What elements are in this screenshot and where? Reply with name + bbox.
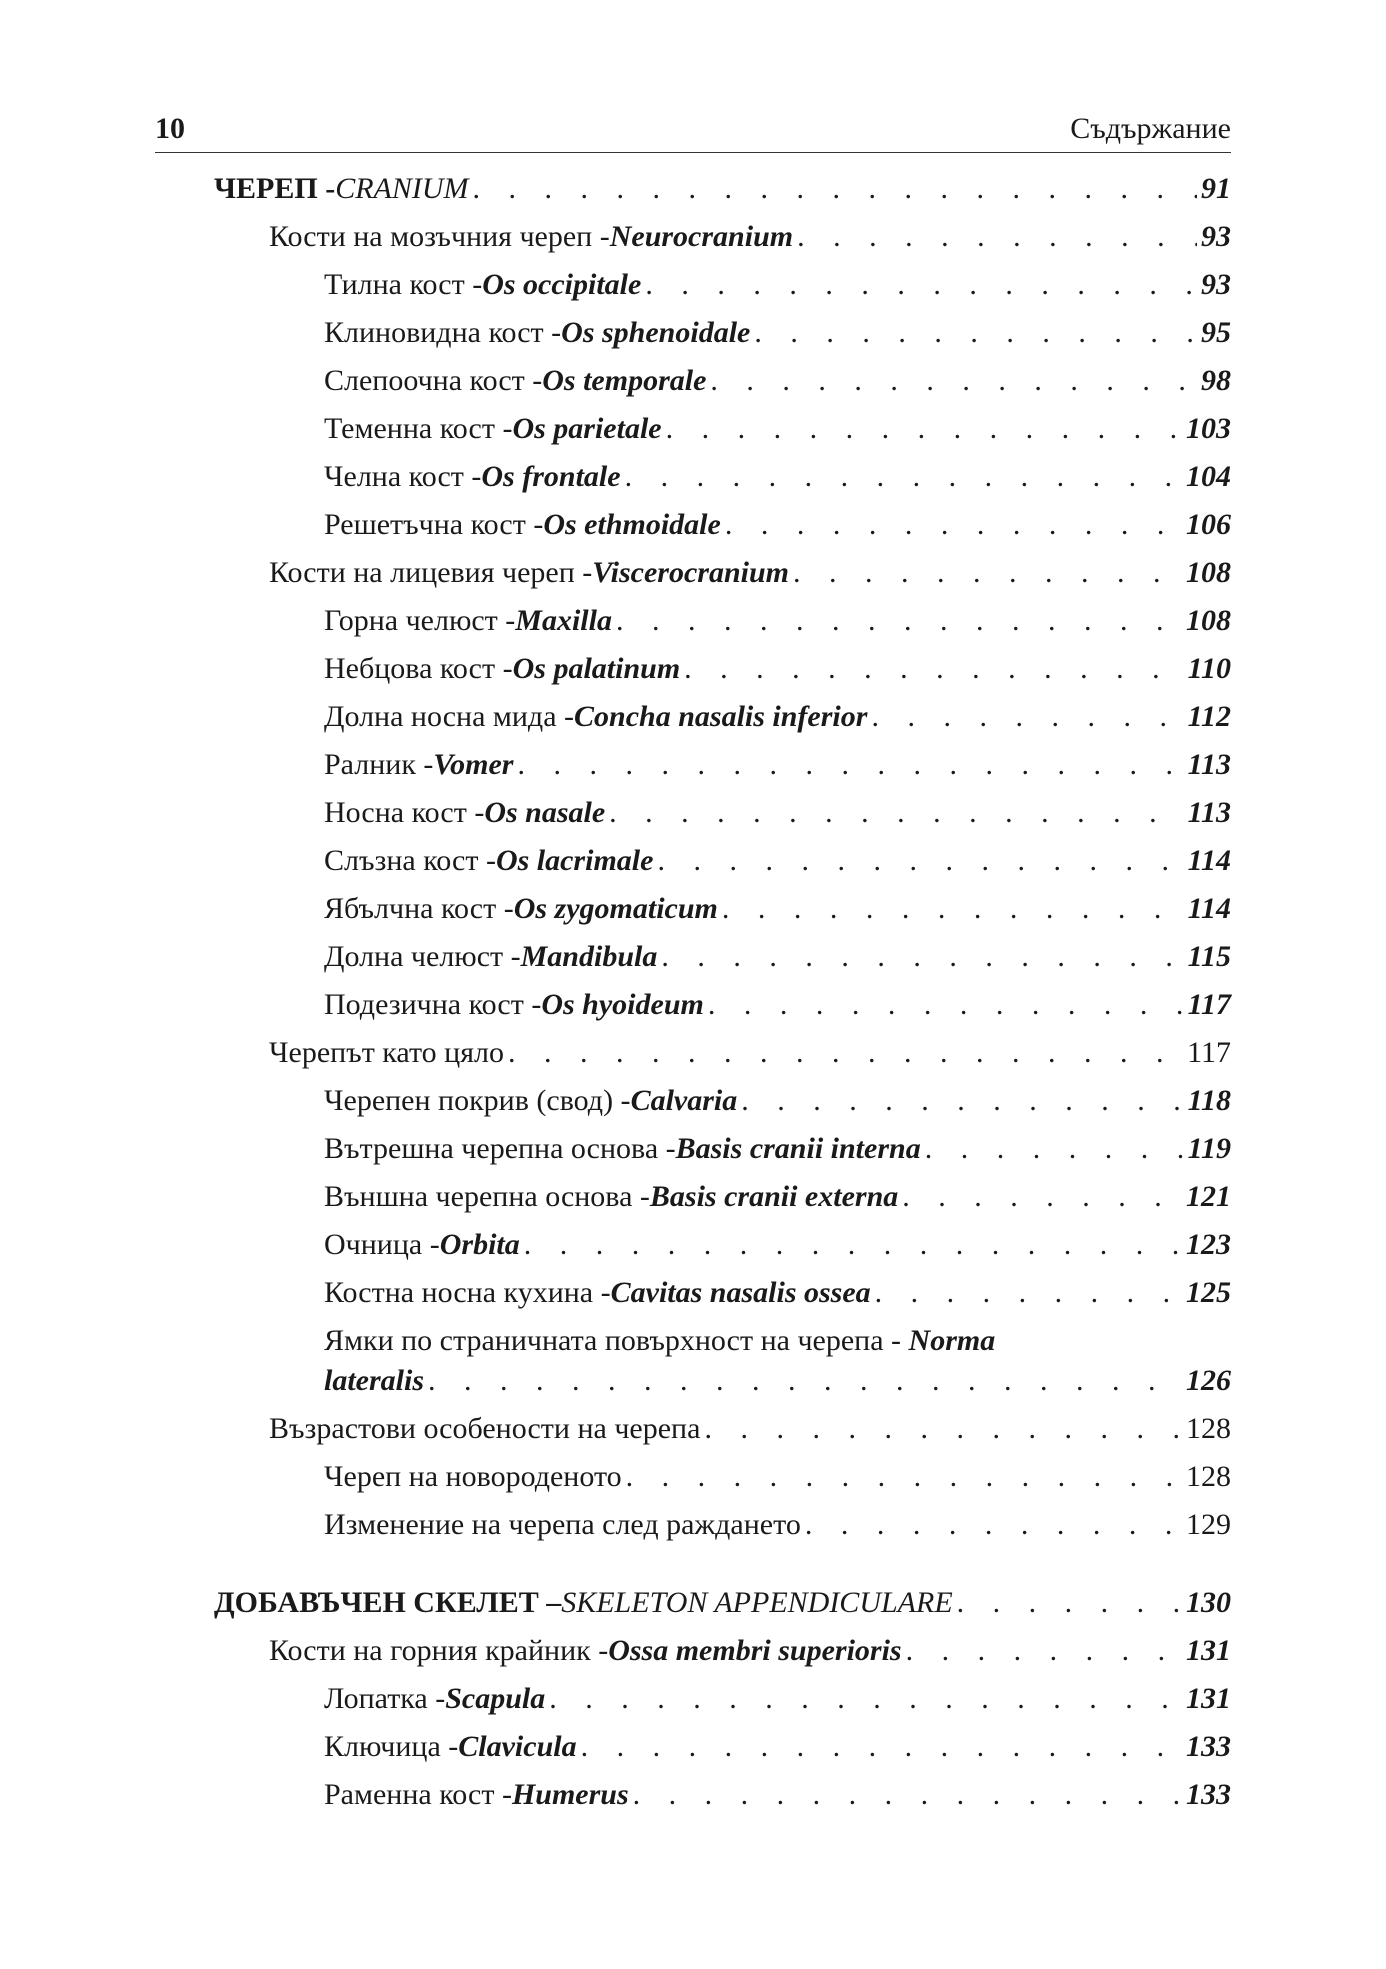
leader-dots xyxy=(708,988,1184,1022)
toc-entry-latin: Ossa membri superioris xyxy=(608,1634,902,1667)
leader-dots xyxy=(722,892,1184,926)
toc-entry-page: 93 xyxy=(1201,220,1231,253)
toc-entry-nasale[interactable] xyxy=(324,796,1231,836)
toc-entry-calvaria[interactable] xyxy=(324,1084,1231,1124)
leader-dots xyxy=(925,1132,1184,1166)
toc-entry-concha[interactable] xyxy=(324,700,1231,740)
toc-entry-page: 133 xyxy=(1186,1730,1231,1763)
toc-entry-scapula[interactable] xyxy=(324,1682,1231,1722)
toc-entry-latin: Os occipitale xyxy=(482,268,642,301)
toc-entry-occipitale[interactable] xyxy=(324,268,1231,308)
toc-entry-sphenoidale[interactable] xyxy=(324,316,1231,356)
toc-entry-lacrimale[interactable] xyxy=(324,844,1231,884)
toc-entry-page: 131 xyxy=(1186,1682,1231,1715)
toc-entry-page: 114 xyxy=(1187,844,1231,877)
leader-dots xyxy=(793,556,1182,590)
toc-entry-page: 91 xyxy=(1201,172,1231,205)
leader-dots xyxy=(616,604,1182,638)
leader-dots xyxy=(741,1084,1183,1118)
toc-entry-label: Долна челюст - xyxy=(324,940,521,973)
leader-dots xyxy=(626,1460,1182,1494)
toc-entry-page: 119 xyxy=(1187,1132,1231,1165)
toc-entry-norma-line1[interactable] xyxy=(324,1324,995,1358)
toc-entry-label: Вътрешна черепна основа - xyxy=(324,1132,676,1165)
leader-dots xyxy=(524,1228,1182,1262)
toc-entry-latin: Viscerocranium xyxy=(592,556,789,589)
toc-entry-latin: Os ethmoidale xyxy=(543,508,721,541)
toc-entry-page: 129 xyxy=(1186,1508,1231,1541)
toc-entry-cavitas[interactable] xyxy=(324,1276,1231,1316)
leader-dots xyxy=(549,1682,1182,1716)
toc-entry-latin: Os parietale xyxy=(512,412,662,445)
toc-entry-humerus[interactable] xyxy=(324,1778,1231,1818)
toc-entry-page: 113 xyxy=(1187,748,1231,781)
toc-entry-page: 108 xyxy=(1186,556,1231,589)
leader-dots xyxy=(875,1276,1182,1310)
toc-entry-label: Теменна кост - xyxy=(324,412,513,445)
toc-entry-latin: Concha nasalis inferior xyxy=(574,700,868,733)
toc-entry-orbita[interactable] xyxy=(324,1228,1231,1268)
leader-dots xyxy=(625,460,1182,494)
leader-dots xyxy=(633,1778,1182,1812)
toc-entry-latin: Scapula xyxy=(445,1682,546,1715)
toc-entry-page: 93 xyxy=(1201,268,1231,301)
page-number: 10 xyxy=(155,112,185,145)
toc-entry-page: 95 xyxy=(1201,316,1231,349)
toc-entry-page: 117 xyxy=(1187,988,1231,1021)
leader-dots xyxy=(657,844,1183,878)
toc-entry-latin: SKELETON APPENDICULARE xyxy=(561,1586,953,1619)
toc-entry-maxilla[interactable] xyxy=(324,604,1231,644)
toc-entry-latin: Basis cranii interna xyxy=(675,1132,921,1165)
leader-dots xyxy=(508,1036,1183,1070)
toc-entry-label: Тилна кост - xyxy=(324,268,483,301)
toc-entry-newborn[interactable] xyxy=(324,1460,1231,1500)
toc-entry-page: 98 xyxy=(1201,364,1231,397)
toc-entry-label: Изменение на черепа след раждането xyxy=(324,1508,801,1541)
toc-entry-page: 128 xyxy=(1186,1412,1231,1445)
toc-entry-latin: Os lacrimale xyxy=(495,844,654,877)
toc-entry-label: Възрастови особености на черепа xyxy=(269,1412,701,1445)
toc-entry-label: Ямки по страничната повърхност на черепа - xyxy=(324,1324,909,1357)
leader-dots xyxy=(871,700,1183,734)
toc-entry-label: Черепен покрив (свод) - xyxy=(324,1084,631,1117)
toc-entry-age[interactable] xyxy=(269,1412,1231,1452)
toc-entry-latin: Clavicula xyxy=(458,1730,577,1763)
leader-dots xyxy=(645,268,1197,302)
toc-entry-label: ЧЕРЕП - xyxy=(214,172,336,205)
toc-entry-label: Ключица - xyxy=(324,1730,459,1763)
toc-entry-zygomaticum[interactable] xyxy=(324,892,1231,932)
toc-entry-page: 131 xyxy=(1186,1634,1231,1667)
toc-entry-latin: Basis cranii externa xyxy=(649,1180,899,1213)
toc-entry-label: Лопатка - xyxy=(324,1682,446,1715)
toc-entry-label: Подезична кост - xyxy=(324,988,542,1021)
leader-dots xyxy=(710,364,1197,398)
toc-entry-page: 128 xyxy=(1186,1460,1231,1493)
toc-entry-label: Ралник - xyxy=(324,748,434,781)
toc-entry-page: 126 xyxy=(1186,1364,1231,1397)
leader-dots xyxy=(957,1586,1182,1620)
toc-entry-label: Небцова кост - xyxy=(324,652,513,685)
running-title: Съдържание xyxy=(1070,112,1231,145)
toc-entry-latin: Os zygomaticum xyxy=(513,892,718,925)
toc-entry-whole[interactable] xyxy=(269,1036,1231,1076)
toc-entry-page: 108 xyxy=(1186,604,1231,637)
toc-entry-latin: Os nasale xyxy=(484,796,606,829)
toc-entry-page: 118 xyxy=(1187,1084,1231,1117)
toc-entry-label: Очница - xyxy=(324,1228,440,1261)
toc-entry-norma-line2[interactable] xyxy=(324,1364,1231,1404)
leader-dots xyxy=(725,508,1182,542)
toc-entry-latin: Vomer xyxy=(433,748,514,781)
toc-entry-page: 112 xyxy=(1187,700,1231,733)
toc-entry-page: 121 xyxy=(1186,1180,1231,1213)
toc-entry-clavicula[interactable] xyxy=(324,1730,1231,1770)
toc-entry-label: Раменна кост - xyxy=(324,1778,512,1811)
toc-entry-page: 103 xyxy=(1186,412,1231,445)
leader-dots xyxy=(517,748,1183,782)
toc-entry-page: 130 xyxy=(1186,1586,1231,1619)
toc-entry-neurocranium[interactable] xyxy=(269,220,1231,260)
toc-entry-label: Външна черепна основа - xyxy=(324,1180,650,1213)
toc-entry-label: Кости на мозъчния череп - xyxy=(269,220,610,253)
toc-entry-label: Слъзна кост - xyxy=(324,844,496,877)
toc-entry-latin: Os palatinum xyxy=(512,652,681,685)
leader-dots xyxy=(581,1730,1182,1764)
toc-entry-latin: Norma xyxy=(908,1324,996,1357)
toc-entry-interna[interactable] xyxy=(324,1132,1231,1172)
leader-dots xyxy=(609,796,1183,830)
leader-dots xyxy=(902,1180,1182,1214)
toc-entry-label: Черепът като цяло xyxy=(269,1036,505,1069)
toc-entry-label: ДОБАВЪЧЕН СКЕЛЕТ – xyxy=(214,1586,562,1619)
toc-entry-label: Череп на новороденото xyxy=(324,1460,622,1493)
leader-dots xyxy=(704,1412,1182,1446)
toc-entry-latin: Calvaria xyxy=(630,1084,738,1117)
toc-entry-label: Горна челюст - xyxy=(324,604,516,637)
toc-entry-latin: Os sphenoidale xyxy=(561,316,751,349)
page-header xyxy=(155,112,1231,153)
leader-dots xyxy=(805,1508,1182,1542)
leader-dots xyxy=(754,316,1197,350)
toc-entry-latin: Os temporale xyxy=(542,364,707,397)
toc-entry-page: 115 xyxy=(1187,940,1231,973)
leader-dots xyxy=(684,652,1183,686)
toc-entry-page: 123 xyxy=(1186,1228,1231,1261)
toc-entry-latin: Cavitas nasalis ossea xyxy=(610,1276,871,1309)
toc-entry-change[interactable] xyxy=(324,1508,1231,1548)
toc-entry-latin: Neurocranium xyxy=(609,220,794,253)
toc-entry-page: 125 xyxy=(1186,1276,1231,1309)
toc-entry-latin: Orbita xyxy=(439,1228,520,1261)
toc-entry-palatinum[interactable] xyxy=(324,652,1231,692)
toc-entry-latin: Maxilla xyxy=(515,604,612,637)
toc-entry-page: 114 xyxy=(1187,892,1231,925)
toc-entry-label: Клиновидна кост - xyxy=(324,316,562,349)
toc-entry-ethmoidale[interactable] xyxy=(324,508,1231,548)
toc-entry-viscerocranium[interactable] xyxy=(269,556,1231,596)
toc-entry-parietale[interactable] xyxy=(324,412,1231,452)
leader-dots xyxy=(661,940,1183,974)
leader-dots xyxy=(666,412,1182,446)
toc-entry-latin: Os hyoideum xyxy=(541,988,704,1021)
toc-entry-appendicular[interactable] xyxy=(214,1586,1231,1626)
leader-dots xyxy=(473,172,1197,206)
toc-entry-label: Костна носна кухина - xyxy=(324,1276,611,1309)
toc-entry-upper-limb[interactable] xyxy=(269,1634,1231,1674)
toc-entry-mandibula[interactable] xyxy=(324,940,1231,980)
toc-entry-latin: CRANIUM xyxy=(335,172,469,205)
toc-entry-temporale[interactable] xyxy=(324,364,1231,404)
toc-entry-vomer[interactable] xyxy=(324,748,1231,788)
toc-entry-latin: Mandibula xyxy=(520,940,658,973)
toc-entry-latin: lateralis xyxy=(324,1364,425,1397)
toc-entry-latin: Os frontale xyxy=(481,460,621,493)
toc-entry-page: 117 xyxy=(1187,1036,1231,1069)
toc-entry-label: Слепоочна кост - xyxy=(324,364,543,397)
toc-entry-label: Решетъчна кост - xyxy=(324,508,544,541)
toc-entry-label: Кости на горния крайник - xyxy=(269,1634,609,1667)
toc-entry-hyoideum[interactable] xyxy=(324,988,1231,1028)
toc-entry-label: Долна носна мида - xyxy=(324,700,575,733)
toc-entry-cranium[interactable] xyxy=(214,172,1231,212)
toc-entry-externa[interactable] xyxy=(324,1180,1231,1220)
toc-entry-page: 106 xyxy=(1186,508,1231,541)
toc-entry-latin: Humerus xyxy=(511,1778,629,1811)
toc-entry-frontale[interactable] xyxy=(324,460,1231,500)
toc-entry-label: Челна кост - xyxy=(324,460,482,493)
toc-entry-label: Носна кост - xyxy=(324,796,485,829)
leader-dots xyxy=(906,1634,1182,1668)
toc-entry-page: 113 xyxy=(1187,796,1231,829)
toc-entry-label: Кости на лицевия череп - xyxy=(269,556,593,589)
toc-entry-page: 104 xyxy=(1186,460,1231,493)
leader-dots xyxy=(428,1364,1182,1398)
toc-entry-page: 110 xyxy=(1187,652,1231,685)
toc-entry-page: 133 xyxy=(1186,1778,1231,1811)
toc-entry-label: Ябълчна кост - xyxy=(324,892,514,925)
leader-dots xyxy=(797,220,1197,254)
